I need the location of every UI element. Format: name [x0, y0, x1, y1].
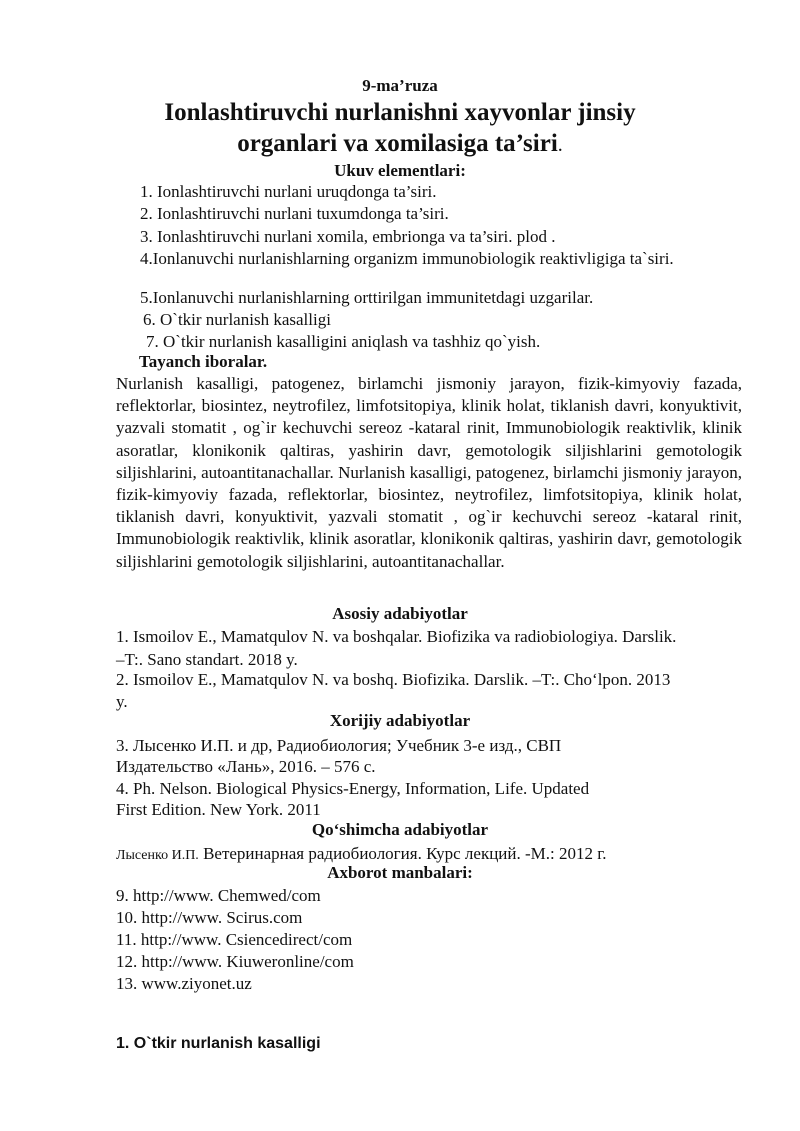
keywords-heading: Tayanch iboralar. — [139, 352, 268, 371]
element-item-5: 5.Ionlanuvchi nurlanishlarning orttirilgan immunitetdagi uzgarilar. — [140, 288, 594, 307]
element-item-6: 6. O`tkir nurlanish kasalligi — [143, 310, 331, 329]
reference-extra-title: Ветеринарная радиобиология. Курс лекций. -М.: 2012 г. — [198, 844, 607, 863]
title-line-1: Ionlashtiruvchi nurlanishni xayvonlar jinsiy — [164, 99, 636, 126]
title-period: . — [557, 134, 563, 156]
extra-literature-heading: Qo‘shimcha adabiyotlar — [311, 820, 489, 839]
lecture-number: 9-ma’ruza — [362, 76, 438, 95]
foreign-literature-heading: Xorijiy adabiyotlar — [329, 711, 471, 730]
reference-1-line-2: –T:. Sano standart. 2018 y. — [116, 650, 298, 669]
element-item-7: 7. O`tkir nurlanish kasalligini aniqlash va tashhiz qo`yish. — [146, 332, 541, 351]
element-item-4: 4.Ionlanuvchi nurlanishlarning organizm immunobiologik reaktivligiga ta`siri. — [140, 249, 674, 268]
reference-1-line-1: 1. Ismoilov E., Mamatqulov N. va boshqalar. Biofizika va radiobiologiya. Darslik. — [116, 627, 677, 646]
reference-extra-author: Лысенко И.П. — [116, 848, 199, 863]
reference-3-line-1: 3. Лысенко И.П. и др, Радиобиология; Учебник 3-е изд., СВП — [116, 736, 562, 755]
reference-2-line-2: y. — [116, 692, 128, 711]
source-link-10[interactable]: 10. http://www. Scirus.com — [116, 908, 303, 927]
element-item-3: 3. Ionlashtiruvchi nurlani xomila, embrionga va ta’siri. plod . — [140, 227, 556, 246]
element-item-1: 1. Ionlashtiruvchi nurlani uruqdonga ta’siri. — [140, 182, 437, 201]
source-link-11[interactable]: 11. http://www. Csiencedirect/com — [116, 930, 353, 949]
main-literature-heading: Asosiy adabiyotlar — [332, 604, 468, 623]
sources-heading: Axborot manbalari: — [327, 863, 473, 882]
reference-4-line-2: First Edition. New York. 2011 — [116, 800, 321, 819]
reference-3-line-2: Издательство «Лань», 2016. – 576 с. — [116, 757, 376, 776]
source-link-12[interactable]: 12. http://www. Kiuweronline/com — [116, 952, 354, 971]
title-line-2-text: organlari va xomilasiga ta’siri — [237, 130, 558, 157]
keywords-paragraph: Nurlanish kasalligi, patogenez, birlamchi jismoniy jarayon, fizik-kimyoviy fazada, reflektorlar, biosintez, neytrofilez, limfotsitopiya, klinik holat, tiklanish davri, konyuktivit, yazvali stomatit , og`ir kechuvchi sereoz -kataral rinit, Immunobiologik reaktivlik, klinik asoratlar, klonikonik qaltiras, yashirin davr, gemotologik siljishlarini gemotologik siljishlarini, autoantitanachallar. Nurlanish kasalligi, patogenez, birlamchi jismoniy jarayon, fizik-kimyoviy fazada, reflektorlar, biosintez, neytrofilez, limfotsitopiya, klinik holat, tiklanish davri, konyuktivit, yazvali stomatit , og`ir kechuvchi sereoz -kataral rinit, Immunobiologik reaktivlik, klinik asoratlar, klonikonik qaltiras, yashirin davr, gemotologik siljishlarini gemotologik siljishlarini, autoantitanachallar. — [116, 374, 742, 571]
elements-heading: Ukuv elementlari: — [334, 161, 466, 180]
section-heading: 1. O`tkir nurlanish kasalligi — [116, 1035, 321, 1052]
source-link-9[interactable]: 9. http://www. Chemwed/com — [116, 886, 321, 905]
source-link-13[interactable]: 13. www.ziyonet.uz — [116, 974, 252, 993]
reference-2-line-1: 2. Ismoilov E., Mamatqulov N. va boshq. Biofizika. Darslik. –T:. Cho‘lpon. 2013 — [116, 670, 671, 689]
reference-4-line-1: 4. Ph. Nelson. Biological Physics-Energy, Information, Life. Updated — [116, 779, 590, 798]
element-item-2: 2. Ionlashtiruvchi nurlani tuxumdonga ta’siri. — [140, 204, 449, 223]
title-line-2 — [0, 130, 800, 158]
